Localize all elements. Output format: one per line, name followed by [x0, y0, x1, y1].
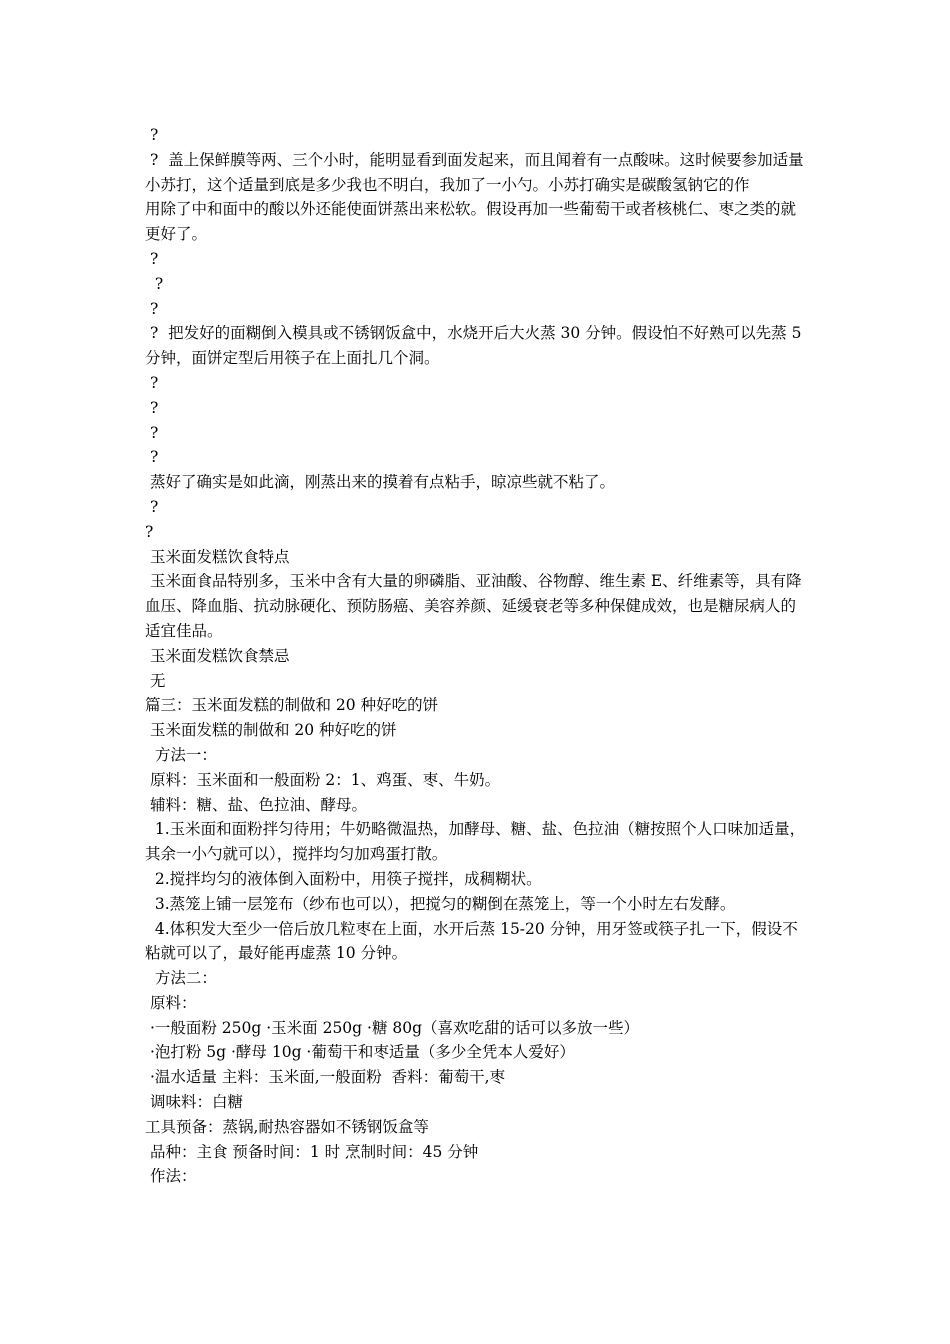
step-item: 4.体积发大至少一倍后放几粒枣在上面，水开后蒸 15-20 分钟，用牙签或筷子扎一下，假设不粘就可以了，最好能再虚蒸 10 分钟。 [145, 919, 798, 963]
text-line: 用除了中和面中的酸以外还能使面饼蒸出来松软。假设再加一些葡萄干或者核桃仁、枣之类的就更好了。 [145, 200, 797, 244]
text-line: 玉米面食品特别多，玉米中含有大量的卵磷脂、亚油酸、谷物醇、维生素 E、纤维素等，具有降血压、降血脂、抗动脉硬化、预防肠癌、美容养颜、延缓衰老等多种保健成效，也是糖尿病人的适宜佳品。 [145, 572, 802, 640]
text-line: ? [145, 299, 159, 318]
text-line: 调味料：白糖 [145, 1093, 243, 1112]
text-line: 工具预备：蒸锅,耐热容器如不锈钢饭盒等 [145, 1117, 429, 1136]
text-line: 无 [145, 671, 166, 690]
text-line: ? [145, 423, 159, 442]
text-line: 品种：主食 预备时间：1 时 烹制时间：45 分钟 [145, 1142, 479, 1161]
text-line: ? [145, 448, 159, 467]
section-heading: 玉米面发糕饮食禁忌 [145, 646, 290, 665]
text-line: ? [145, 274, 164, 293]
text-line: 辅料：糖、盐、色拉油、酵母。 [145, 795, 367, 814]
text-line: ? [145, 373, 159, 392]
text-line: ? 盖上保鲜膜等两、三个小时，能明显看到面发起来，而且闻着有一点酸味。这时候要参加适量小苏打，这个适量到底是多少我也不明白，我加了一小勺。小苏打确实是碳酸氢钠它的作 [145, 150, 804, 194]
step-item: 2.搅拌均匀的液体倒入面粉中，用筷子搅拌，成稠糊状。 [145, 869, 542, 888]
ingredient-line: ·一般面粉 250g ·玉米面 250g ·糖 80g（喜欢吃甜的话可以多放一些） [145, 1018, 640, 1037]
text-line: ? [145, 249, 159, 268]
text-line: ? [145, 522, 154, 541]
section-heading: 玉米面发糕饮食特点 [145, 547, 290, 566]
text-line: ? [145, 398, 159, 417]
step-item: 1.玉米面和面粉拌匀待用；牛奶略微温热，加酵母、糖、盐、色拉油（糖按照个人口味加适量，其余一小勺就可以），搅拌均匀加鸡蛋打散。 [145, 820, 806, 864]
document-body [145, 123, 810, 1189]
text-line: ? 把发好的面糊倒入模具或不锈钢饭盒中，水烧开后大火蒸 30 分钟。假设怕不好熟可以先蒸 5 分钟，面饼定型后用筷子在上面扎几个洞。 [145, 324, 807, 368]
text-line: 蒸好了确实是如此滴，刚蒸出来的摸着有点粘手，晾凉些就不粘了。 [145, 473, 615, 492]
text-line: 作法： [145, 1167, 197, 1186]
section-heading: 玉米面发糕的制做和 20 种好吃的饼 [145, 721, 397, 740]
text-line: 原料： [145, 993, 197, 1012]
text-line: ? [145, 497, 159, 516]
step-item: 3.蒸笼上铺一层笼布（纱布也可以），把搅匀的糊倒在蒸笼上，等一个小时左右发酵。 [145, 894, 736, 913]
ingredient-line: ·泡打粉 5g ·酵母 10g ·葡萄干和枣适量（多少全凭本人爱好） [145, 1043, 575, 1062]
method-heading: 方法二： [145, 969, 217, 988]
method-heading: 方法一： [145, 745, 217, 764]
ingredient-line: ·温水适量 主料：玉米面,一般面粉 香料：葡萄干,枣 [145, 1068, 506, 1087]
chapter-heading: 篇三：玉米面发糕的制做和 20 种好吃的饼 [145, 696, 439, 715]
text-line: 原料：玉米面和一般面粉 2：1、鸡蛋、枣、牛奶。 [145, 770, 501, 789]
text-line: ? [145, 126, 159, 144]
